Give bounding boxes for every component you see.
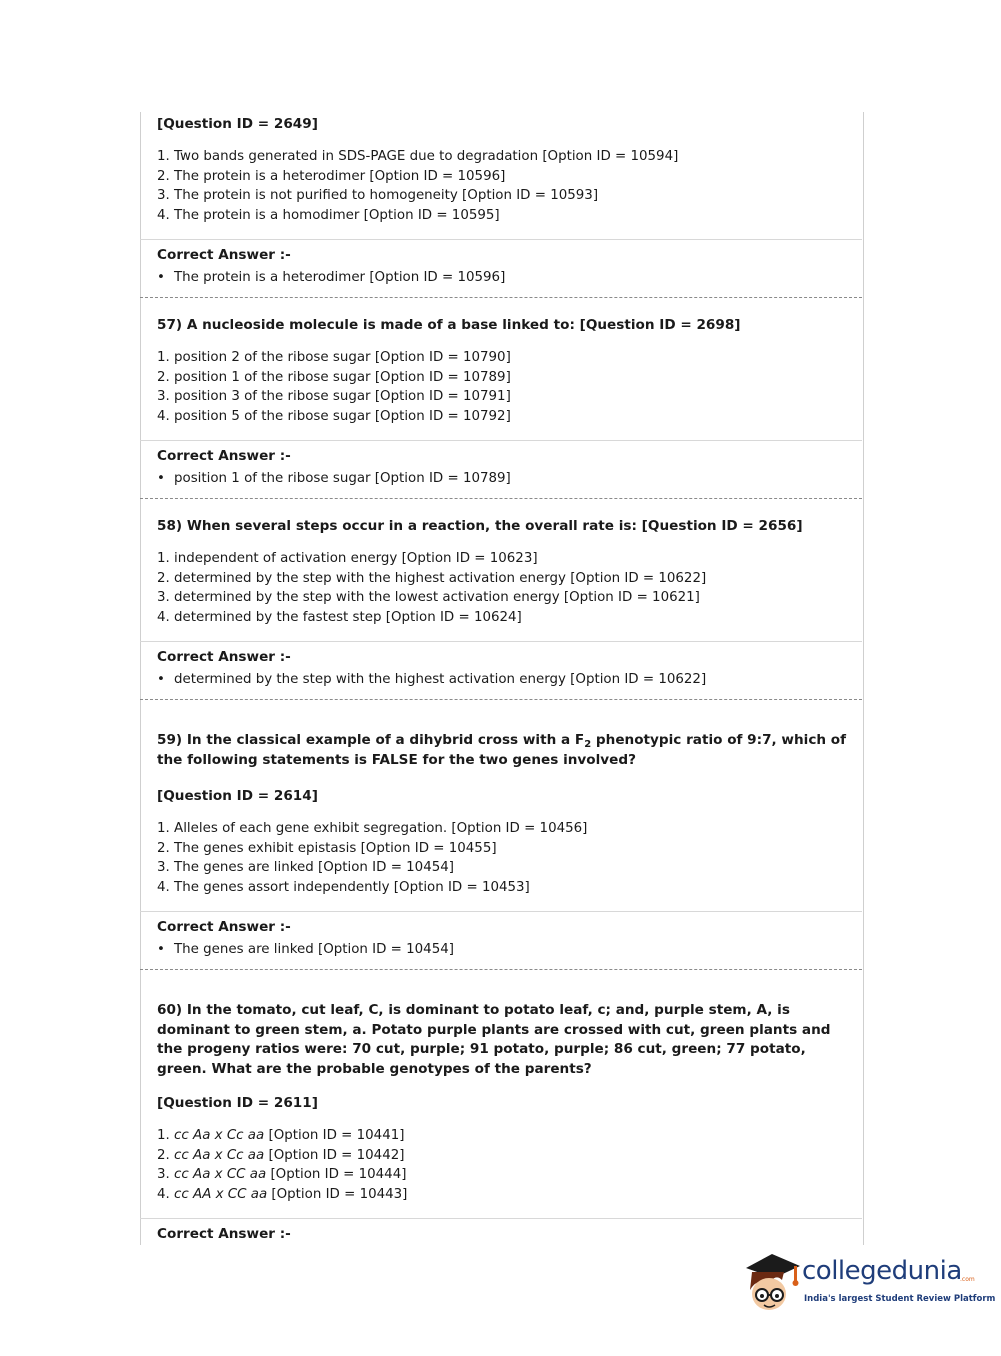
question-id-2611: [Question ID = 2611] [157, 1095, 318, 1111]
logo-wordmark: collegedunia [802, 1256, 962, 1286]
section-divider [140, 911, 862, 912]
option-4: 4. cc AA x CC aa [Option ID = 10443] [157, 1186, 408, 1202]
option-2: 2. determined by the step with the highest activation energy [Option ID = 10622] [157, 570, 707, 586]
option-1: 1. position 2 of the ribose sugar [Option ID = 10790] [157, 350, 511, 365]
correct-answer: • The protein is a heterodimer [Option ID = 10596] [157, 268, 847, 288]
section-divider [140, 641, 862, 642]
options-list-58 [157, 549, 847, 627]
logo-suffix: .com [960, 1276, 975, 1283]
correct-answer-label: Correct Answer :- [157, 448, 291, 464]
correct-answer-label: Correct Answer :- [157, 247, 291, 263]
correct-answer: • position 1 of the ribose sugar [Option ID = 10789] [157, 469, 847, 489]
option-3: 3. cc Aa x CC aa [Option ID = 10444] [157, 1167, 407, 1182]
collegedunia-logo [742, 1250, 996, 1320]
option-3: 3. The genes are linked [Option ID = 10454] [157, 860, 454, 875]
correct-answer-label: Correct Answer :- [157, 1226, 291, 1242]
option-4: 4. The protein is a homodimer [Option ID = 10595] [157, 207, 500, 223]
options-list-2649 [157, 147, 847, 225]
correct-answer: • The genes are linked [Option ID = 10454] [157, 940, 847, 960]
question-59: 59) In the classical example of a dihybrid cross with a $F_2$ phenotypic ratio of 9:7, which of the following statements is FALSE for the two genes involved? [157, 732, 847, 768]
question-separator [140, 297, 862, 298]
bullet-icon: • [157, 942, 165, 957]
question-60: 60) In the tomato, cut leaf, C, is dominant to potato leaf, c; and, purple stem, A, is dominant to green stem, a. Potato purple plants are crossed with cut, green plants and the progeny ratios were: 70 cut, purple; 91 potato, purple; 86 cut, green; 77 potato, green. What are the probable genotypes of the parents? [157, 1002, 831, 1077]
option-1: 1. independent of activation energy [Option ID = 10623] [157, 551, 538, 566]
option-3: 3. position 3 of the ribose sugar [Option ID = 10791] [157, 389, 511, 404]
option-2: 2. The protein is a heterodimer [Option ID = 10596] [157, 168, 506, 184]
bullet-icon: • [157, 471, 165, 486]
question-57: 57) A nucleoside molecule is made of a base linked to: [Question ID = 2698] [157, 317, 741, 333]
option-2: 2. position 1 of the ribose sugar [Option ID = 10789] [157, 369, 511, 385]
bullet-icon: • [157, 270, 165, 285]
option-4: 4. The genes assort independently [Option ID = 10453] [157, 879, 530, 895]
option-2: 2. The genes exhibit epistasis [Option ID = 10455] [157, 840, 497, 856]
section-divider [140, 440, 862, 441]
option-4: 4. determined by the fastest step [Option ID = 10624] [157, 609, 522, 625]
section-divider [140, 239, 862, 240]
option-3: 3. determined by the step with the lowest activation energy [Option ID = 10621] [157, 590, 700, 605]
section-divider [140, 1218, 862, 1219]
question-separator [140, 969, 862, 970]
mascot-icon [742, 1250, 804, 1316]
correct-answer-label: Correct Answer :- [157, 919, 291, 935]
option-1: 1. Alleles of each gene exhibit segregation. [Option ID = 10456] [157, 821, 588, 836]
question-separator [140, 498, 862, 499]
correct-answer: • determined by the step with the highest activation energy [Option ID = 10622] [157, 670, 847, 690]
option-1: 1. Two bands generated in SDS-PAGE due to degradation [Option ID = 10594] [157, 149, 679, 164]
question-id-2649: [Question ID = 2649] [157, 116, 318, 132]
question-id-2614: [Question ID = 2614] [157, 788, 318, 804]
logo-tagline: India's largest Student Review Platform [804, 1294, 996, 1304]
question-58: 58) When several steps occur in a reaction, the overall rate is: [Question ID = 2656] [157, 518, 803, 534]
question-separator [140, 699, 862, 700]
options-list-60 [157, 1126, 847, 1204]
options-list-59 [157, 819, 847, 897]
options-list-57 [157, 348, 847, 426]
option-1: 1. cc Aa x Cc aa [Option ID = 10441] [157, 1128, 405, 1143]
option-3: 3. The protein is not purified to homogeneity [Option ID = 10593] [157, 188, 599, 203]
option-2: 2. cc Aa x Cc aa [Option ID = 10442] [157, 1147, 405, 1163]
bullet-icon: • [157, 672, 165, 687]
correct-answer-label: Correct Answer :- [157, 649, 291, 665]
option-4: 4. position 5 of the ribose sugar [Option ID = 10792] [157, 408, 511, 424]
